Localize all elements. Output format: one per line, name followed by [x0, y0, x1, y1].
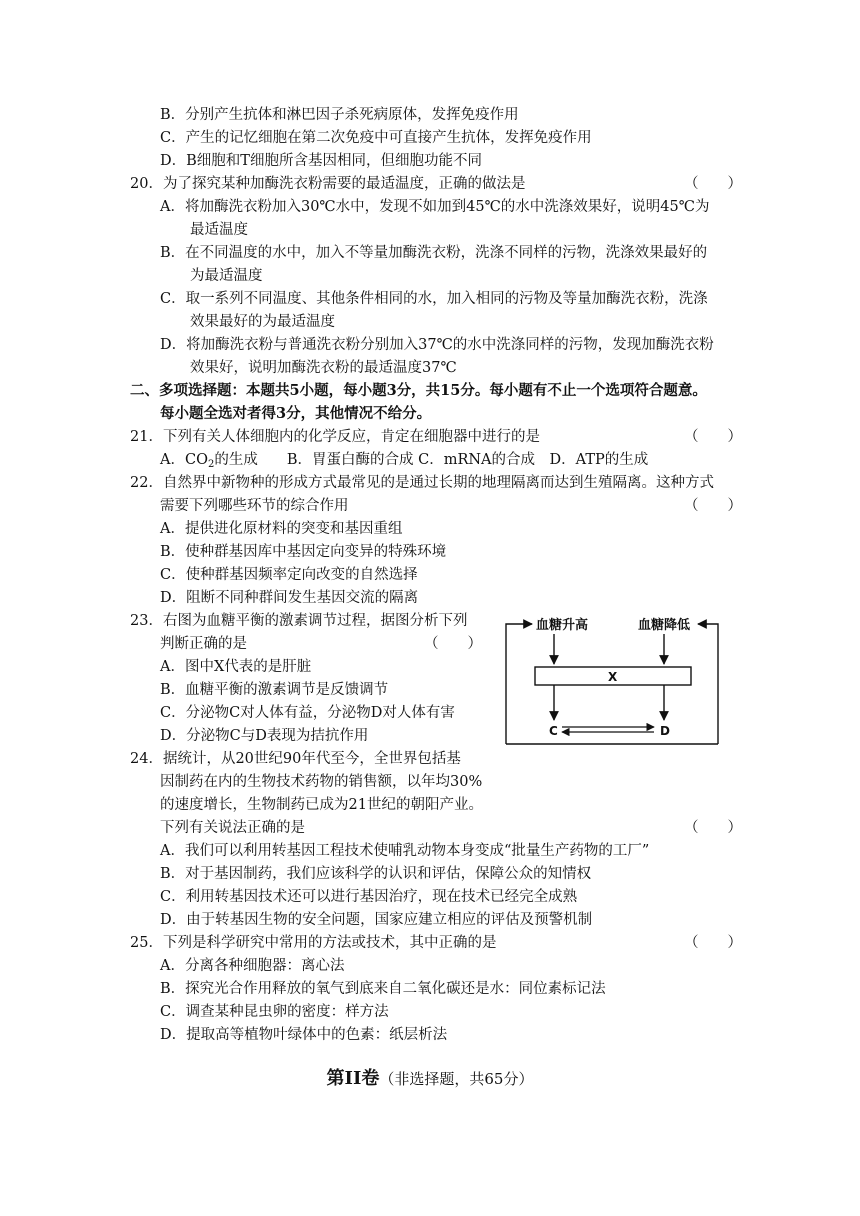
- label-d: D: [660, 724, 670, 738]
- q24-option-d: D．由于转基因生物的安全问题，国家应建立相应的评估及预警机制: [160, 912, 593, 928]
- q23-option-c: C．分泌物C对人体有益，分泌物D对人体有害: [160, 705, 455, 721]
- q24-stem-line4: 下列有关说法正确的是: [160, 820, 305, 836]
- q20-option-d: D．将加酶洗衣粉与普通洗衣粉分别加入37℃的水中洗涤同样的污物，发现加酶洗衣粉: [160, 337, 714, 353]
- q20-option-a-cont: 最适温度: [190, 222, 248, 238]
- q20-option-b: B．在不同温度的水中，加入不等量加酶洗衣粉，洗涤不同样的污物，洗涤效果最好的: [160, 245, 708, 261]
- q24-stem-line3: 的速度增长，生物制药已成为21世纪的朝阳产业。: [160, 797, 483, 813]
- q19-option-d: D．B细胞和T细胞所含基因相同，但细胞功能不同: [160, 153, 482, 169]
- q22-stem: 22．自然界中新物种的形成方式最常见的是通过长期的地理隔离而达到生殖隔离。这种方式: [130, 475, 714, 491]
- q25-option-b: B．探究光合作用释放的氧气到底来自二氧化碳还是水：同位素标记法: [160, 981, 606, 997]
- q24-option-b: B．对于基因制药，我们应该科学的认识和评估，保障公众的知情权: [160, 866, 592, 882]
- part-2-title: [0, 1064, 860, 1090]
- q20-option-d-cont: 效果好，说明加酶洗衣粉的最适温度37℃: [190, 360, 457, 376]
- q22-answer-paren: （ ）: [684, 498, 742, 514]
- q24-stem: 24．据统计，从20世纪90年代至今，全世界包括基: [130, 751, 461, 767]
- q20-stem: 20．为了探究某种加酶洗衣粉需要的最适温度，正确的做法是: [130, 176, 526, 192]
- q22-option-c: C．使种群基因频率定向改变的自然选择: [160, 567, 418, 583]
- q23-option-d: D．分泌物C与D表现为拮抗作用: [160, 728, 369, 744]
- q25-stem: 25．下列是科学研究中常用的方法或技术，其中正确的是: [130, 935, 497, 951]
- q23-stem: 23．右图为血糖平衡的激素调节过程，据图分析下列: [130, 613, 468, 629]
- feedback-line-left: [506, 624, 532, 744]
- q19-option-b: B．分别产生抗体和淋巴因子杀死病原体，发挥免疫作用: [160, 107, 519, 123]
- label-c: C: [549, 724, 558, 738]
- q25-answer-paren: （ ）: [684, 935, 742, 951]
- q24-option-a: A．我们可以利用转基因工程技术使哺乳动物本身变成“批量生产药物的工厂”: [160, 843, 650, 859]
- q25-option-a: A．分离各种细胞器：离心法: [160, 958, 345, 974]
- q23-option-a: A．图中X代表的是肝脏: [160, 659, 312, 675]
- label-x: X: [608, 670, 618, 684]
- q21-option-a-subscript: 2: [207, 459, 215, 470]
- label-blood-sugar-down: 血糖降低: [638, 618, 691, 633]
- q20-answer-paren: （ ）: [684, 176, 742, 192]
- q21-option-rest: 的生成 B．胃蛋白酶的合成 C．mRNA的合成 D．ATP的生成: [214, 452, 649, 468]
- q22-option-a: A．提供进化原材料的突变和基因重组: [160, 521, 403, 537]
- q22-option-b: B．使种群基因库中基因定向变异的特殊环境: [160, 544, 447, 560]
- feedback-line-right: [698, 624, 718, 744]
- q21-options: [160, 450, 648, 475]
- blood-sugar-regulation-diagram: [504, 614, 720, 754]
- q20-option-c: C．取一系列不同温度、其他条件相同的水，加入相同的污物及等量加酶洗衣粉，洗涤: [160, 291, 708, 307]
- q21-option-a: A．CO: [160, 452, 208, 468]
- q25-option-c: C．调查某种昆虫卵的密度：样方法: [160, 1004, 389, 1020]
- q24-stem-line2: 因制药在内的生物技术药物的销售额，以年均30%: [160, 774, 483, 790]
- q21-stem: 21．下列有关人体细胞内的化学反应，肯定在细胞器中进行的是: [130, 429, 540, 445]
- q24-option-c: C．利用转基因技术还可以进行基因治疗，现在技术已经完全成熟: [160, 889, 578, 905]
- q22-stem-cont: 需要下列哪些环节的综合作用: [160, 498, 349, 514]
- q20-option-b-cont: 为最适温度: [190, 268, 263, 284]
- q25-option-d: D．提取高等植物叶绿体中的色素：纸层析法: [160, 1027, 448, 1043]
- section-2-heading-cont: 每小题全选对者得3分，其他情况不给分。: [160, 405, 432, 422]
- q24-answer-paren: （ ）: [684, 820, 742, 836]
- q23-option-b: B．血糖平衡的激素调节是反馈调节: [160, 682, 389, 698]
- q20-option-c-cont: 效果最好的为最适温度: [190, 314, 335, 330]
- part-2-title-note: （非选择题，共65分）: [379, 1070, 534, 1088]
- q19-option-c: C．产生的记忆细胞在第二次免疫中可直接产生抗体，发挥免疫作用: [160, 130, 592, 146]
- q22-option-d: D．阻断不同种群间发生基因交流的隔离: [160, 590, 419, 606]
- q21-answer-paren: （ ）: [684, 429, 742, 445]
- label-blood-sugar-up: 血糖升高: [536, 618, 589, 633]
- section-2-heading: 二、多项选择题：本题共5小题，每小题3分，共15分。每小题有不止一个选项符合题意。: [130, 382, 707, 399]
- q20-option-a: A．将加酶洗衣粉加入30℃水中，发现不如加到45℃的水中洗涤效果好，说明45℃为: [160, 199, 710, 215]
- q23-answer-paren: （ ）: [424, 636, 482, 652]
- part-2-title-main: 第II卷: [326, 1068, 380, 1089]
- q23-stem-cont: 判断正确的是: [160, 636, 247, 652]
